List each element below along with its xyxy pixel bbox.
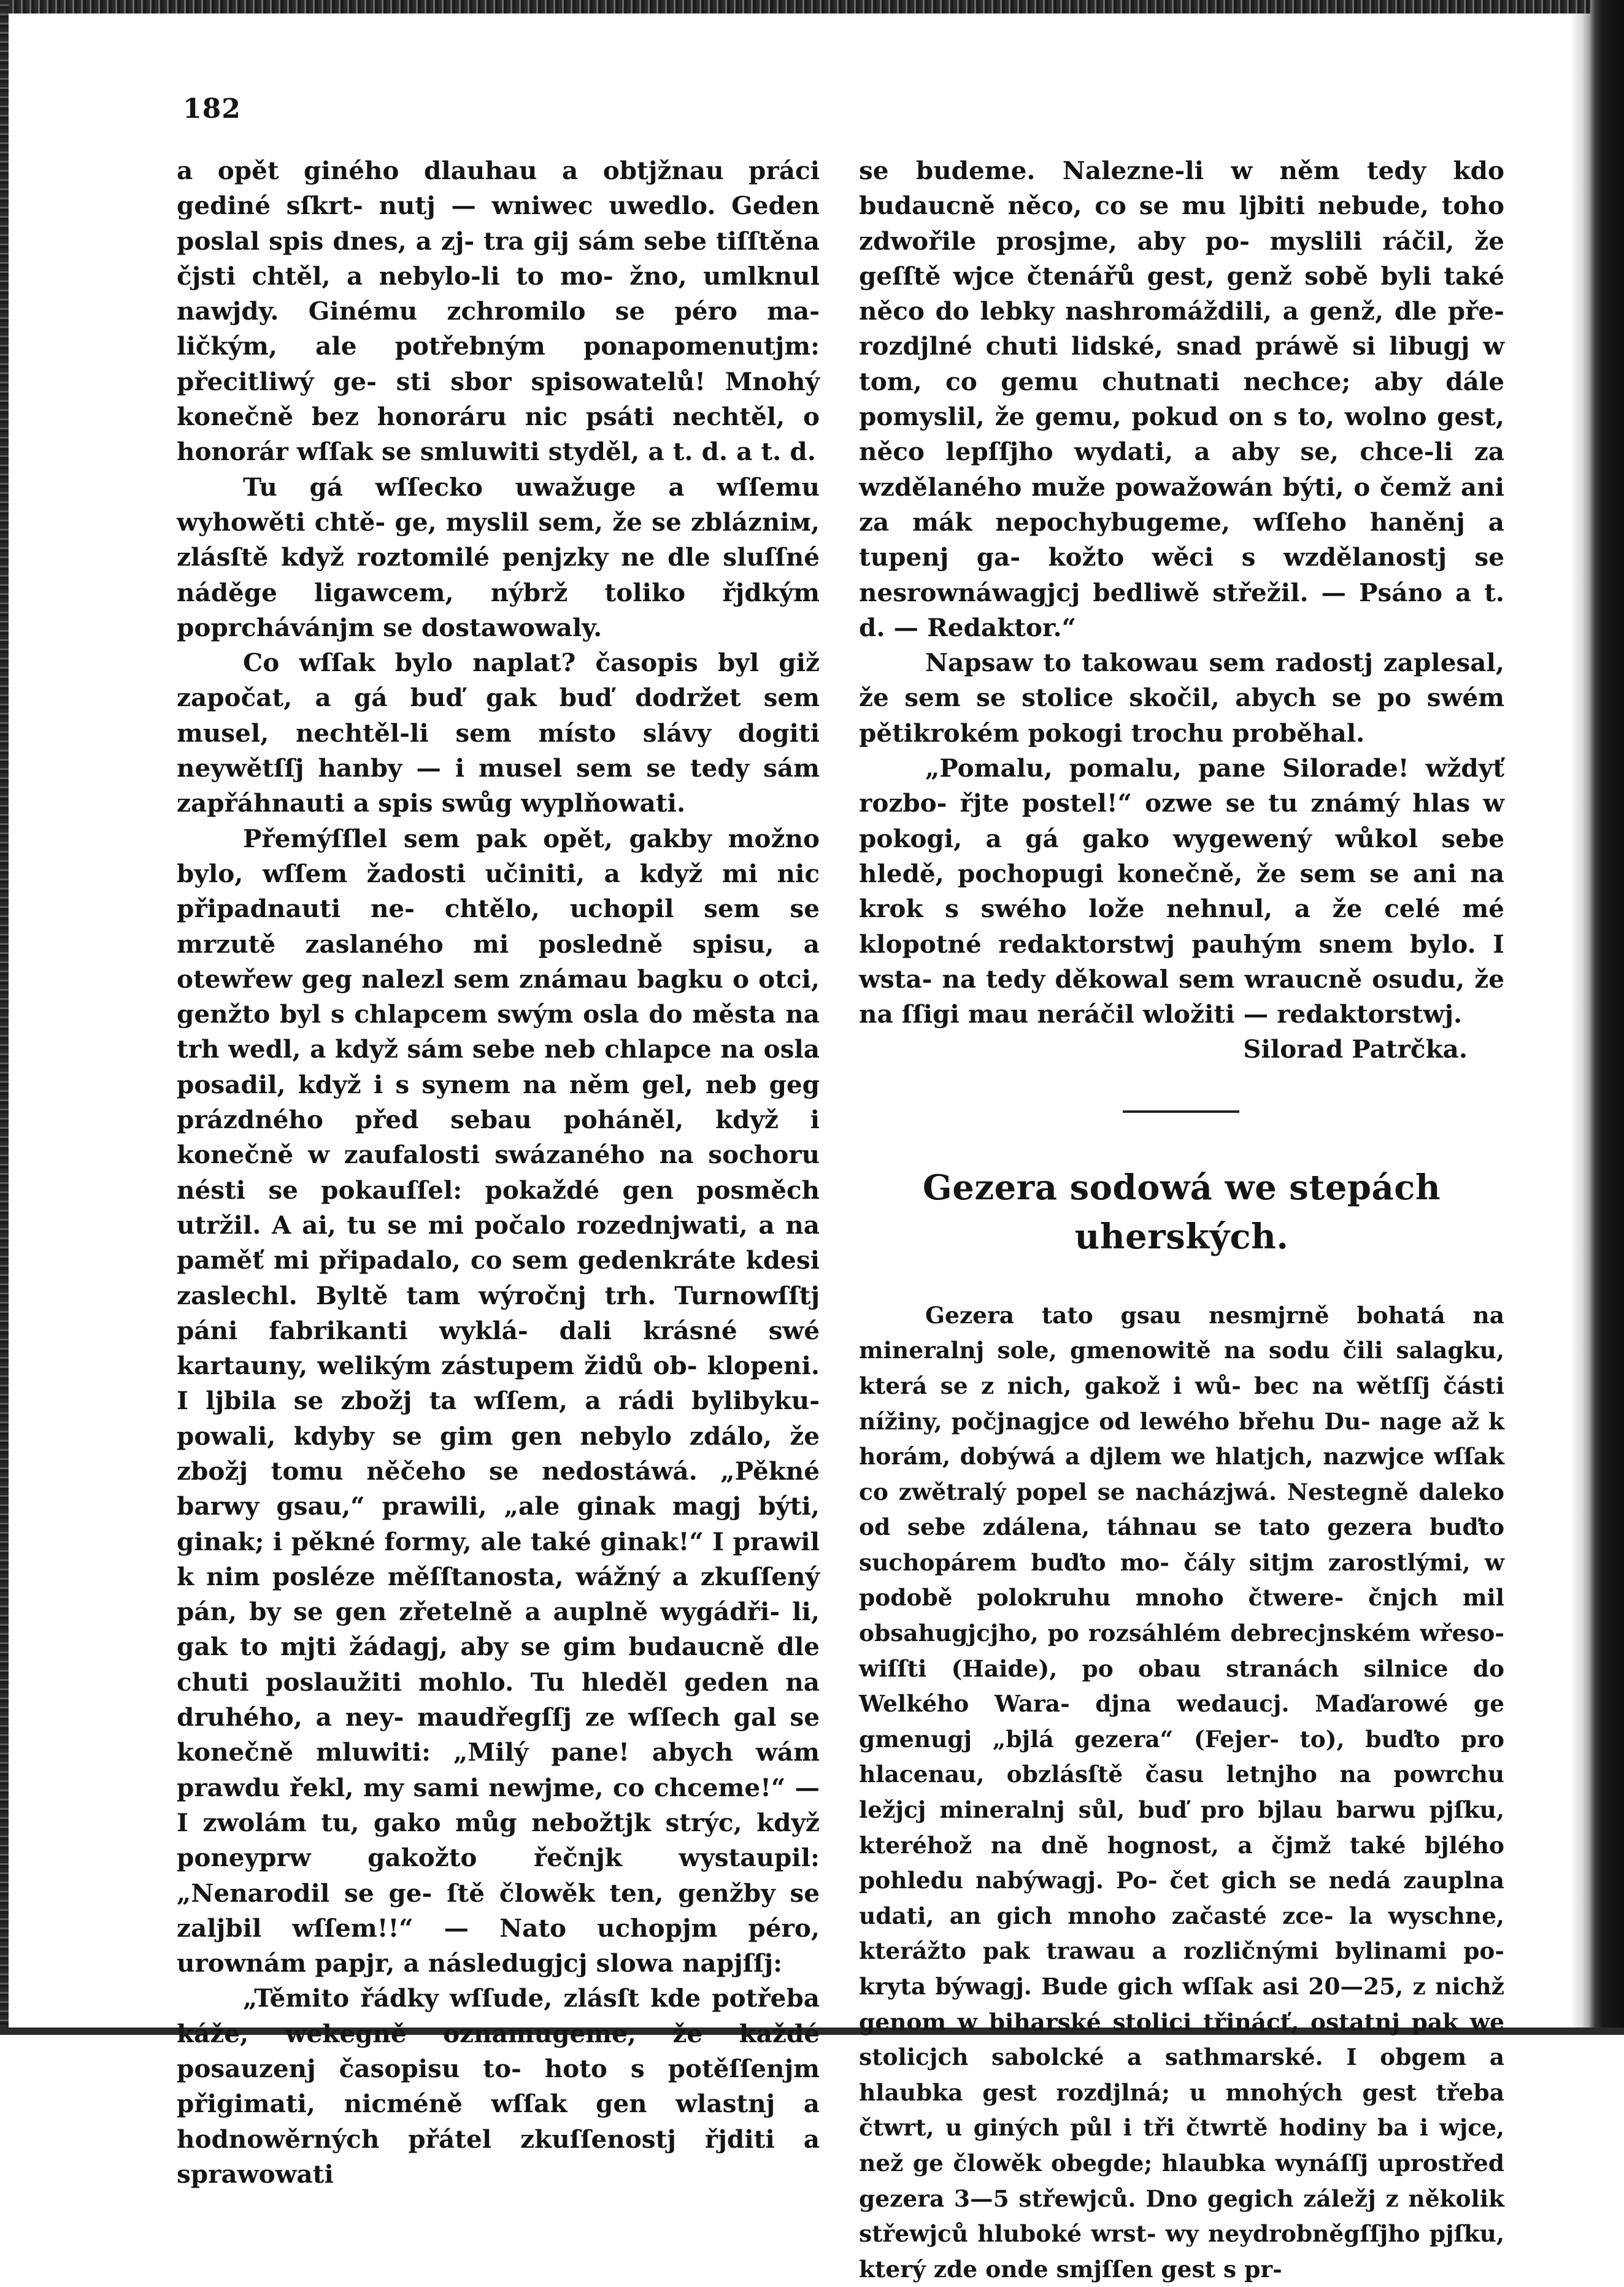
paragraph: Přemýſſlel sem pak opět, gakby možno bylo, wſſem žadosti učiniti, a když mi nic připadnauti ne- chtělo, uchopil sem se mrzutě zaslaného mi posledně spisu, a otewřew geg nalezl sem známau bagku o otci, genžto byl s chlapcem swým osla do města na trh wedl, a když sám sebe neb chlapce na osla posadil, když i s synem na něm gel, neb geg prázdného před sebau poháněl, když i konečně w zaufalosti swázaného na sochoru nésti se pokauſſel: pokaždé gen posměch utržil. A ai, tu se mi počalo rozednjwati, a na paměť mi připadalo, co sem gedenkráte kdesi zaslechl. Byltě tam wýročnj trh. Turnowſſtj páni fabrikanti wyklá- dali krásné swé kartauny, welikým zástupem židů ob- klopeni. I ljbila se zbožj ta wſſem, a rádi bylibyku- powali, kdyby se gim gen nebylo zdálo, že zbožj tomu něčeho se nedostáwá. „Pěkné barwy gsau,“ prawili, „ale ginak magj býti, ginak; i pěkné formy, ale také ginak!“ I prawil k nim posléze měſſtanosta, wážný a zkuſſený pán, by se gen zřetelně a auplně wygádři- li, gak to mjti žádagj, aby se gim budaucně dle chuti poslaužiti mohlo. Tu hleděl geden na druhého, a ney- maudřegſſj ze wſſech gal se konečně mluwiti: „Milý pane! abych wám prawdu řekl, my sami newjme, co chceme!“ — I zwolám tu, gako můg nebožtjk strýc, když poneyprw gakožto řečnjk wystaupil: „Nenarodil se ge- ſtě člowěk ten, genžby se zaljbil wſſem!!“ — Nato uchopjm péro, urownám papjr, a následugjcj slowa napjſſj: (177, 823, 820, 1978)
scan-edge-top (0, 0, 1624, 13)
paragraph: se budeme. Nalezne-li w něm tedy kdo budaucně něco, co se mu ljbiti nebude, toho zdwořile prosjme, aby po- myslili ráčil, že geſſtě wjce čtenářů gest, genž sobě byli také něco do lebky nashromáždili, a genž, dle pře- rozdjlné chuti lidské, snad práwě si libugj w tom, co gemu chutnati nechce; aby dále pomyslil, že gemu, pokud on s to, wolno gest, něco lepſſjho wydati, a aby se, chce-li za wzdělaného muže powažowán býti, o čemž ani za mák nepochybugeme, wſſeho haněnj a tupenj ga- kožto wěci s wzdělanostj se nesrownáwagjcj bedliwě střežil. — Psáno a t. d. — Redaktor.“ (859, 156, 1504, 642)
page-shadow (1571, 13, 1590, 2035)
scan-edge-left (0, 0, 9, 2035)
article-body (859, 1298, 1504, 2287)
right-column (859, 153, 1504, 2287)
paragraph: Tu gá wſſecko uwažuge a wſſemu wyhowěti chtě- ge, myslil sem, že se zblázniм, zlásſtě když roztomilé penjzky ne dle sluſſné náděge ligawcem, nýbrž toliko řjdkým poprchávánjm se dostawowaly. (177, 472, 820, 642)
paragraph: Napsaw to takowau sem radostj zaplesal, že sem se stolice skočil, abych se po swém pětikrokém pokogi trochu proběhal. (859, 648, 1504, 748)
paragraph: a opět giného dlauhau a obtjžnau práci gediné sſkrt- nutj — wniwec uwedlo. Geden poslal spis dnes, a zj- tra gij sám sebe tiſſtěna čjsti chtěl, a nebylo-li to mo- žno, umlknul nawjdy. Ginému zchromilo se péro ma- ličkým, ale potřebným ponapomenutjm: přecitliwý ge- sti sbor spisowatelů! Mnohý konečně bez honoráru nic psáti nechtěl, o honorár wſſak se smluwiti styděl, a t. d. a t. d. (177, 156, 820, 467)
divider-rule (1123, 1110, 1239, 1113)
paragraph: „Těmito řádky wſſude, zlásſt kde potřeba káže, wekegně oznamugeme, že každé posauzenj časopisu to- hoto s potěſſenjm přigimati, nicméně wſſak gen wlastnj a hodnowěrných přátel zkuſſenostj řjditi a sprawowati (177, 1983, 820, 2189)
author-signature: Silorad Patrčka. (1243, 1034, 1468, 1064)
paragraph: „Pomalu, pomalu, pane Silorade! wždyť rozbo- řjte postel!“ ozwe se tu známý hlas w pokogi, a gá gako wygewený wůkol sebe hledě, pochopugi konečně, že sem se ani na krok s swého lože nehnul, a že celé mé klopotné redaktorstwj pauhým snem bylo. I wsta- na tedy děkowal sem wraucně osudu, že na ſſigi mau neráčil wložiti — redaktorstwj. (859, 753, 1504, 1029)
article-title: Gezera sodowá we stepách uherských. (922, 1167, 1441, 1257)
scan-edge-right (1590, 0, 1624, 2035)
section-divider (859, 1067, 1504, 1159)
page-number: 182 (183, 93, 241, 125)
paragraph: Co wſſak bylo naplat? časopis byl giž započat, a gá buď gak buď dodržet sem musel, nechtěl-li sem místo slávy dogiti neywětſſj hanby — i musel sem se tedy sám zapřáhnauti a spis swůg wyplňowati. (177, 648, 820, 818)
left-column (177, 153, 820, 2192)
paragraph: Gezera tato gsau nesmjrně bohatá na mineralnj sole, gmenowitě na sodu čili salagku, která se z nich, gakož i wů- bec na wětſſj části nížiny, počjnagjce od lewého břehu Du- nage až k horám, dobýwá a djlem we hlatjch, nazwjce wſſak co zwětralý popel se nacházjwá. Nestegně daleko od sebe zdálena, táhnau se tato gezera buďto suchopárem buďto mo- čály sitjm zarostlými, w podobě polokruhu mnoho čtwere- čnjch mil obsahugjcjho, po rozsáhlém debrecjnském wřeso- wiſſti (Haide), po obau stranách silnice do Welkého Wara- djna wedaucj. Maďarowé ge gmenugj „bjlá gezera“ (Fejer- to), buďto pro hlacenau, obzlásſtě času letnjho na powrchu ležjcj mineralnj sůl, buď pro bjlau barwu pjſku, kteréhož na dně hognost, a čjmž také bjlého pohledu nabýwagj. Po- čet gich se nedá zauplna udati, an gich mnoho začasté zce- la wyschne, kterážto pak trawau a rozličnými bylinami po- kryta býwagj. Bude gich wſſak asi 20—25, z nichž genom w biharské stolici třinácť, ostatnj pak we stolicjch sabolcké a sathmarské. I obgem a hlaubka gest rozdjlná; u mnohých gest třeba čtwrt, u giných půl i tři čtwrtě hodiny ba i wjce, než ge člowěk obegde; hlaubka wynáſſj uprostřed gezera 3—5 střewjců. Dno gegich záležj z několik střewjců hluboké wrst- wy neydrobněgſſjho pjſku, který zde onde smjſſen gest s pr- (859, 1301, 1504, 2283)
